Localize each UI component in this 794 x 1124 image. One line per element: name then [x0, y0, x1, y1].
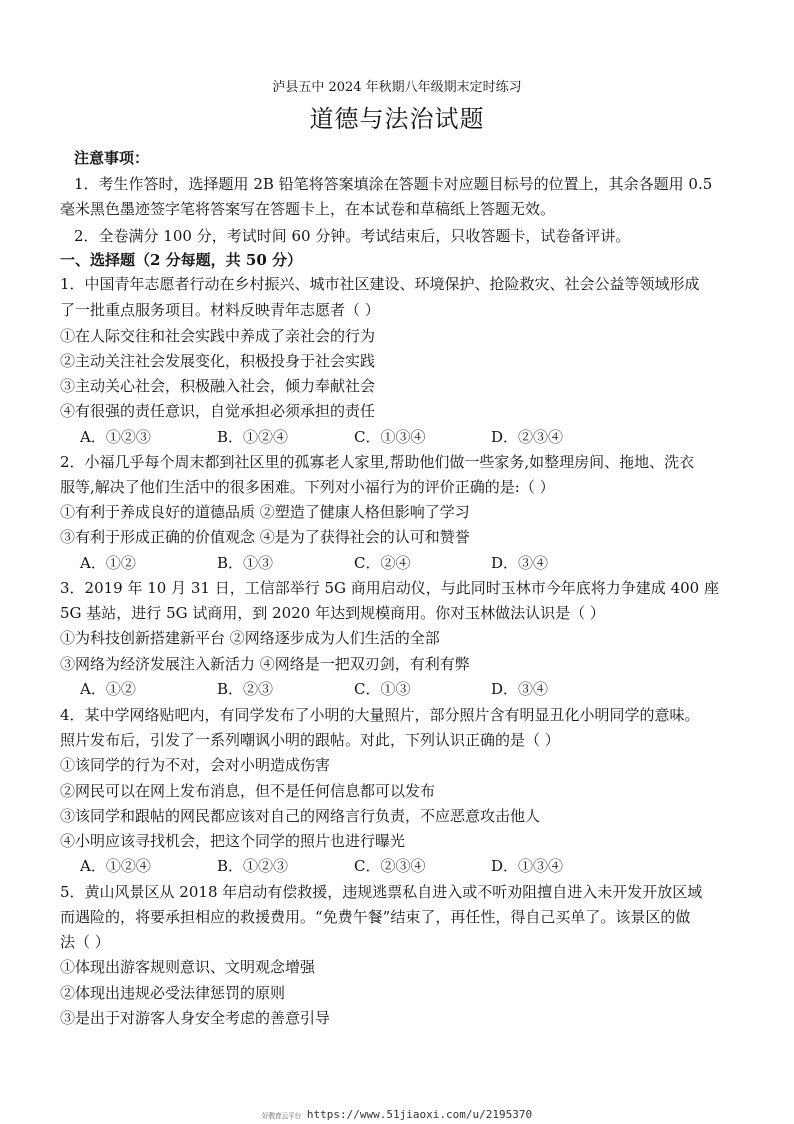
question-1-statement-4: ④有很强的责任意识，自觉承担必须承担的责任	[60, 402, 376, 420]
question-5-stem-line-1: 5．黄山风景区从 2018 年启动有偿救援，违规逃票私自进入或不听劝阻擅自进入未开发开放区域	[60, 883, 703, 901]
footer-watermark: 好教育云平台	[261, 1112, 301, 1120]
option-a[interactable]: A．①②	[80, 554, 136, 572]
section-heading: 一、选择题（2 分每题，共 50 分）	[60, 251, 302, 269]
option-b[interactable]: B．①②③	[217, 857, 289, 875]
notice-item-2: 2．全卷满分 100 分，考试时间 60 分钟。考试结束后，只收答题卡，试卷备评讲。	[74, 227, 631, 245]
question-2-statements-3-4: ③有利于形成正确的价值观念 ④是为了获得社会的认可和赞誉	[60, 528, 470, 546]
question-1-stem-line-1: 1．中国青年志愿者行动在乡村振兴、城市社区建设、环境保护、抢险救灾、社会公益等领域形成	[60, 275, 700, 293]
notice-item-1-line-1: 1．考生作答时，选择题用 2B 铅笔将答案填涂在答题卡对应题目标号的位置上，其余各题用 0.5	[74, 175, 713, 193]
exam-title: 道德与法治试题	[309, 105, 485, 133]
question-1-statement-1: ①在人际交往和社会实践中养成了亲社会的行为	[60, 327, 376, 345]
question-4-statement-2: ②网民可以在网上发布消息，但不是任何信息都可以发布	[60, 782, 436, 800]
question-3-statements-1-2: ①为科技创新搭建新平台 ②网络逐步成为人们生活的全部	[60, 629, 440, 647]
question-3-stem-line-2: 5G 基站，进行 5G 试商用，到 2020 年达到规模商用。你对玉林做法认识是（ ）	[60, 604, 605, 622]
option-c[interactable]: C．①③④	[354, 428, 426, 446]
question-5-stem-line-2: 而遇险的，将要承担相应的救援费用。“免费午餐”结束了，再任性，得自己买单了。该景区的做	[60, 908, 691, 926]
option-a[interactable]: A．①②③	[80, 428, 151, 446]
question-1-options	[80, 427, 628, 447]
question-4-stem-line-1: 4．某中学网络贴吧内，有同学发布了小明的大量照片，部分照片含有明显丑化小明同学的意味。	[60, 706, 700, 724]
question-1-statement-3: ③主动关心社会，积极融入社会，倾力奉献社会	[60, 377, 376, 395]
option-c[interactable]: C．②④	[354, 554, 411, 572]
question-5-statement-2: ②体现出违规必受法律惩罚的原则	[60, 984, 286, 1002]
question-5-statement-3: ③是出于对游客人身安全考虑的善意引导	[60, 1009, 331, 1027]
option-b[interactable]: B．①②④	[217, 428, 289, 446]
notice-item-1-line-2: 毫米黑色墨迹签字笔将答案写在答题卡上，在本试卷和草稿纸上答题无效。	[60, 200, 556, 218]
question-3-stem-line-1: 3．2019 年 10 月 31 日，工信部举行 5G 商用启动仪，与此同时玉林市今年底将力争建成 400 座	[60, 579, 719, 597]
option-c[interactable]: C．②③④	[354, 857, 426, 875]
option-d[interactable]: D．③④	[491, 680, 549, 698]
option-d[interactable]: D．③④	[491, 554, 549, 572]
option-d[interactable]: D．①③④	[491, 857, 564, 875]
question-1-stem-line-2: 了一批重点服务项目。材料反映青年志愿者（ ）	[60, 301, 380, 319]
question-5-stem-line-3: 法（ ）	[60, 933, 110, 951]
question-4-stem-line-2: 照片发布后，引发了一系列嘲讽小明的跟帖。对此，下列认识正确的是（ ）	[60, 731, 560, 749]
question-1-statement-2: ②主动关注社会发展变化，积极投身于社会实践	[60, 352, 376, 370]
notice-heading: 注意事项：	[74, 149, 150, 167]
question-4-statement-1: ①该同学的行为不对，会对小明造成伤害	[60, 756, 331, 774]
question-3-statements-3-4: ③网络为经济发展注入新活力 ④网络是一把双刃剑，有利有弊	[60, 655, 470, 673]
option-b[interactable]: B．①③	[217, 554, 274, 572]
question-2-statements-1-2: ①有利于养成良好的道德品质 ②塑造了健康人格但影响了学习	[60, 503, 470, 521]
question-4-statement-4: ④小明应该寻找机会，把这个同学的照片也进行曝光	[60, 832, 406, 850]
question-4-options	[80, 856, 628, 876]
option-b[interactable]: B．②③	[217, 680, 274, 698]
question-2-options	[80, 553, 628, 573]
question-2-stem-line-1: 2．小福几乎每个周末都到社区里的孤寡老人家里,帮助他们做一些家务,如整理房间、拖地、洗衣	[60, 453, 695, 471]
option-a[interactable]: A．①②	[80, 680, 136, 698]
footer	[0, 1108, 794, 1121]
footer-url-link[interactable]: https://www.51jiaoxi.com/u/2195370	[306, 1108, 533, 1121]
question-3-options	[80, 679, 628, 699]
option-a[interactable]: A．①②④	[80, 857, 151, 875]
question-5-statement-1: ①体现出游客规则意识、文明观念增强	[60, 958, 316, 976]
option-c[interactable]: C．①③	[354, 680, 411, 698]
question-2-stem-line-2: 服等,解决了他们生活中的很多困难。下列对小福行为的评价正确的是:（ ）	[60, 478, 555, 496]
question-4-statement-3: ③该同学和跟帖的网民都应该对自己的网络言行负责，不应恶意攻击他人	[60, 807, 541, 825]
exam-subtitle: 泸县五中 2024 年秋期八年级期末定时练习	[272, 80, 522, 95]
option-d[interactable]: D．②③④	[491, 428, 564, 446]
